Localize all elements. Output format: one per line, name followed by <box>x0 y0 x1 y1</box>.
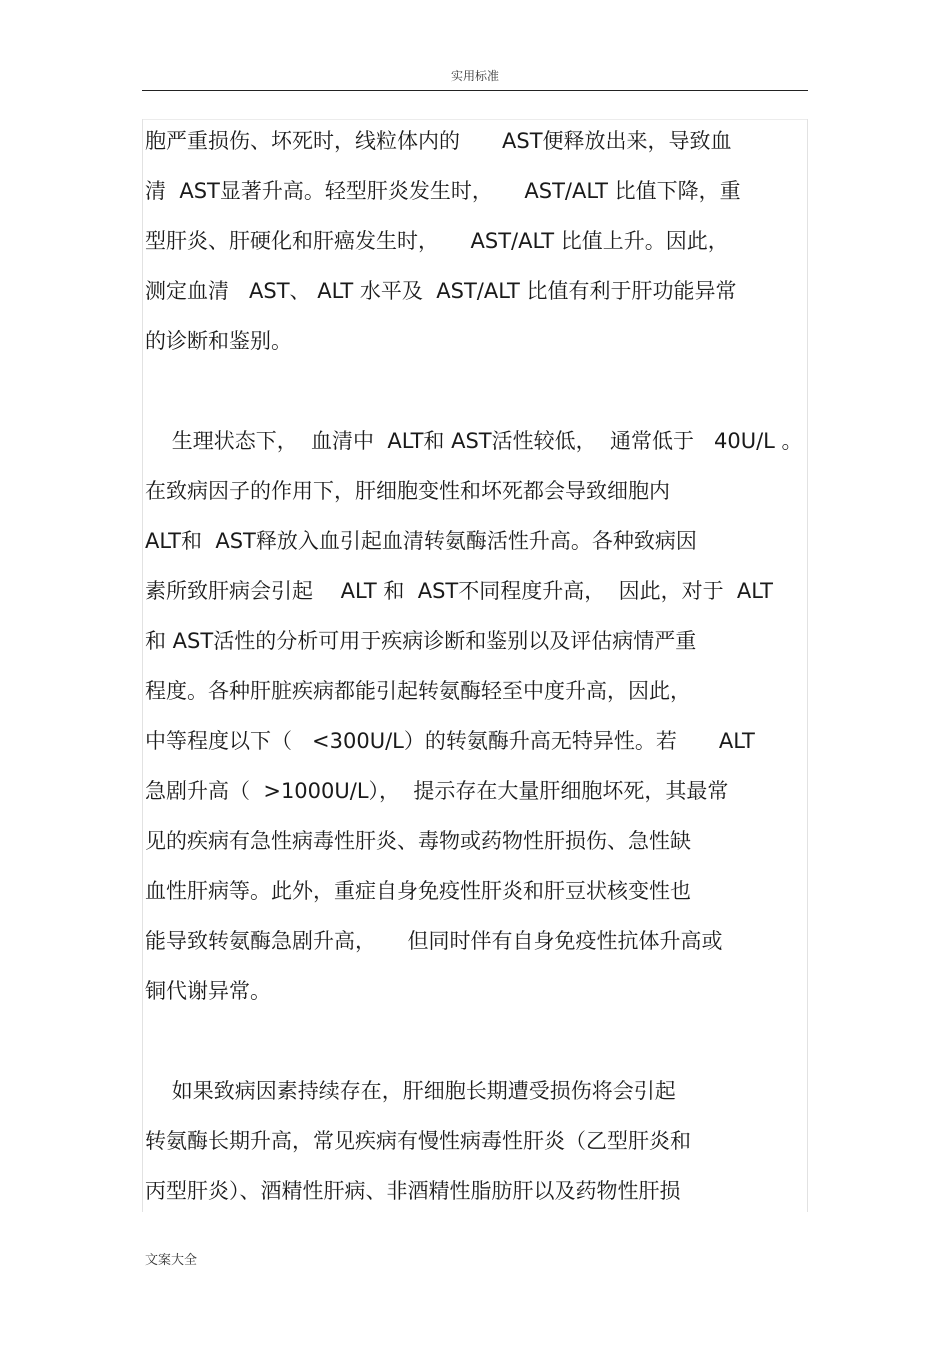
body-line: 转氨酶长期升高，常见疾病有慢性病毒性肝炎（乙型肝炎和 <box>145 1129 691 1153</box>
header-divider <box>142 90 808 91</box>
page-footer-label: 文案大全 <box>145 1253 198 1268</box>
body-line: 的诊断和鉴别。 <box>145 329 292 353</box>
body-line: 血性肝病等。此外，重症自身免疫性肝炎和肝豆状核变性也 <box>145 879 691 903</box>
body-line: 丙型肝炎）、酒精性肝病、非酒精性脂肪肝以及药物性肝损 <box>145 1179 681 1203</box>
text-frame-top-border <box>142 119 808 120</box>
text-frame-right-border <box>807 119 808 1212</box>
body-line: 中等程度以下（ <300U/L）的转氨酶升高无特异性。若 ALT <box>145 729 755 753</box>
body-line: 见的疾病有急性病毒性肝炎、毒物或药物性肝损伤、急性缺 <box>145 829 691 853</box>
body-line: 在致病因子的作用下，肝细胞变性和坏死都会导致细胞内 <box>145 479 670 503</box>
body-line: 急剧升高（ >1000U/L）， 提示存在大量肝细胞坏死，其最常 <box>145 779 729 803</box>
body-line: 如果致病因素持续存在，肝细胞长期遭受损伤将会引起 <box>145 1079 676 1103</box>
body-line: 铜代谢异常。 <box>145 979 271 1003</box>
page-header-title: 实用标准 <box>450 69 499 83</box>
body-line: ALT和 AST释放入血引起血清转氨酶活性升高。各种致病因 <box>145 529 697 553</box>
body-line: 程度。各种肝脏疾病都能引起转氨酶轻至中度升高，因此， <box>145 679 691 703</box>
body-line: 测定血清 AST、 ALT 水平及 AST/ALT 比值有利于肝功能异常 <box>145 279 737 303</box>
body-line: 和 AST活性的分析可用于疾病诊断和鉴别以及评估病情严重 <box>145 629 697 653</box>
body-line: 型肝炎、肝硬化和肝癌发生时， AST/ALT 比值上升。因此， <box>145 229 729 253</box>
body-line: 清 AST显著升高。轻型肝炎发生时， AST/ALT 比值下降，重 <box>145 179 741 203</box>
text-frame-left-border <box>142 119 143 1212</box>
body-line: 胞严重损伤、坏死时，线粒体内的 AST便释放出来，导致血 <box>145 129 732 153</box>
body-line: 能导致转氨酶急剧升高， 但同时伴有自身免疫性抗体升高或 <box>145 929 723 953</box>
body-line: 素所致肝病会引起 ALT 和 AST不同程度升高， 因此，对于 ALT <box>145 579 773 603</box>
body-line: 生理状态下， 血清中 ALT和 AST活性较低， 通常低于 40U/L 。 <box>145 429 803 453</box>
